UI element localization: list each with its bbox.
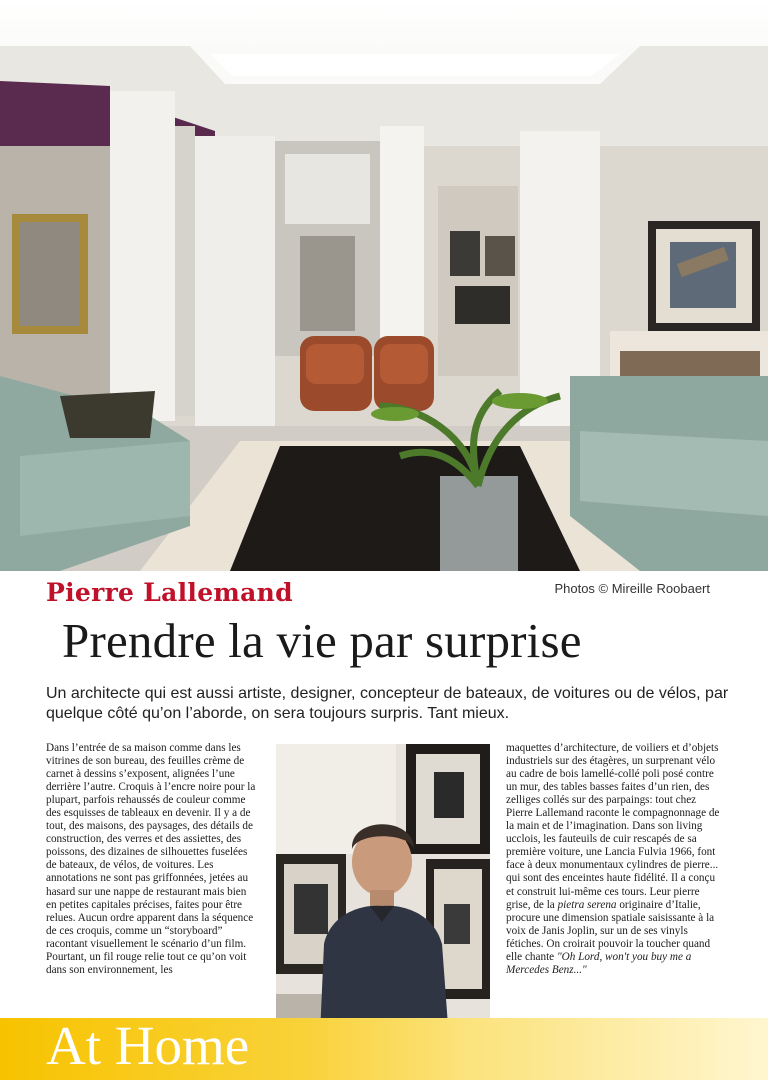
section-label: At Home: [46, 1015, 250, 1076]
author-name: Pierre Lallemand: [46, 578, 293, 607]
body-text-right-italic1: pietra serena: [557, 898, 617, 911]
body-text-right-part2: originaire d’Italie, procure une dimension spatiale saisissante à la voix de Janis Joplin, sur un de ses vinyls fétiches. On croirait pouvoir la toucher quand elle chante: [506, 898, 715, 963]
top-margin: [0, 0, 768, 46]
body-column-left: [46, 742, 258, 977]
body-text-right-italic2: "Oh Lord, won't you buy me a Mercedes Benz...": [506, 950, 692, 976]
article-lead: Un architecte qui est aussi artiste, designer, concepteur de bateaux, de voitures ou de vélos, par quelque côté qu’on l’aborde, on sera toujours surpris. Tant mieux.: [46, 685, 729, 722]
article-title: Prendre la vie par surprise: [62, 613, 582, 668]
living-room-photo: [0, 46, 768, 571]
photo-credit: Photos © Mireille Roobaert: [554, 581, 710, 596]
body-column-right: [506, 742, 720, 977]
body-text-right-part1: maquettes d’architecture, de voiliers et d’objets industriels sur des étagères, un surprenant vélo au cadre de bois lamellé-collé poli posé contre un mur, des tables basses faites d’un rien, des zelliges collés sur des parpaings: tout chez Pierre Lallemand raconte le compagnonnage de la main et de l’imagination. Dans son living ucclois, les fauteuils de cuir rescapés de sa première voiture, une Lancia Fulvia 1966, font face à deux monumentaux cylindres de pierre... qui sont des enceintes haute fidélité. Il a conçu et construit lui-même ces tours. Leur pierre grise, de la: [506, 742, 720, 911]
body-text-right: [506, 742, 720, 977]
body-text-left: Dans l’entrée de sa maison comme dans les vitrines de son bureau, des feuilles crème de carnet à dessins s’exposent, alignées l’une derrière l’autre. Croquis à l’encre noire pour la plupart, parfois rehaussés de couleur comme des esquisses de tableaux en devenir. Il y a de tout, des maisons, des paysages, des détails de construction, des verres et des assiettes, des poissons, des dizaines de silhouettes fuselées de bateaux, de vélos, de voitures. Les annotations ne sont pas griffonnées, jetées au hasard sur une nappe de restaurant mais bien en petites capitales précises, faites pour être relues. Aucun ordre apparent dans la séquence de ces croquis, comme un “storyboard” racontant visuellement le scénario d’un film. Pourtant, un fil rouge relie tout ce qu’on voit dans son environnement, les: [46, 742, 256, 976]
